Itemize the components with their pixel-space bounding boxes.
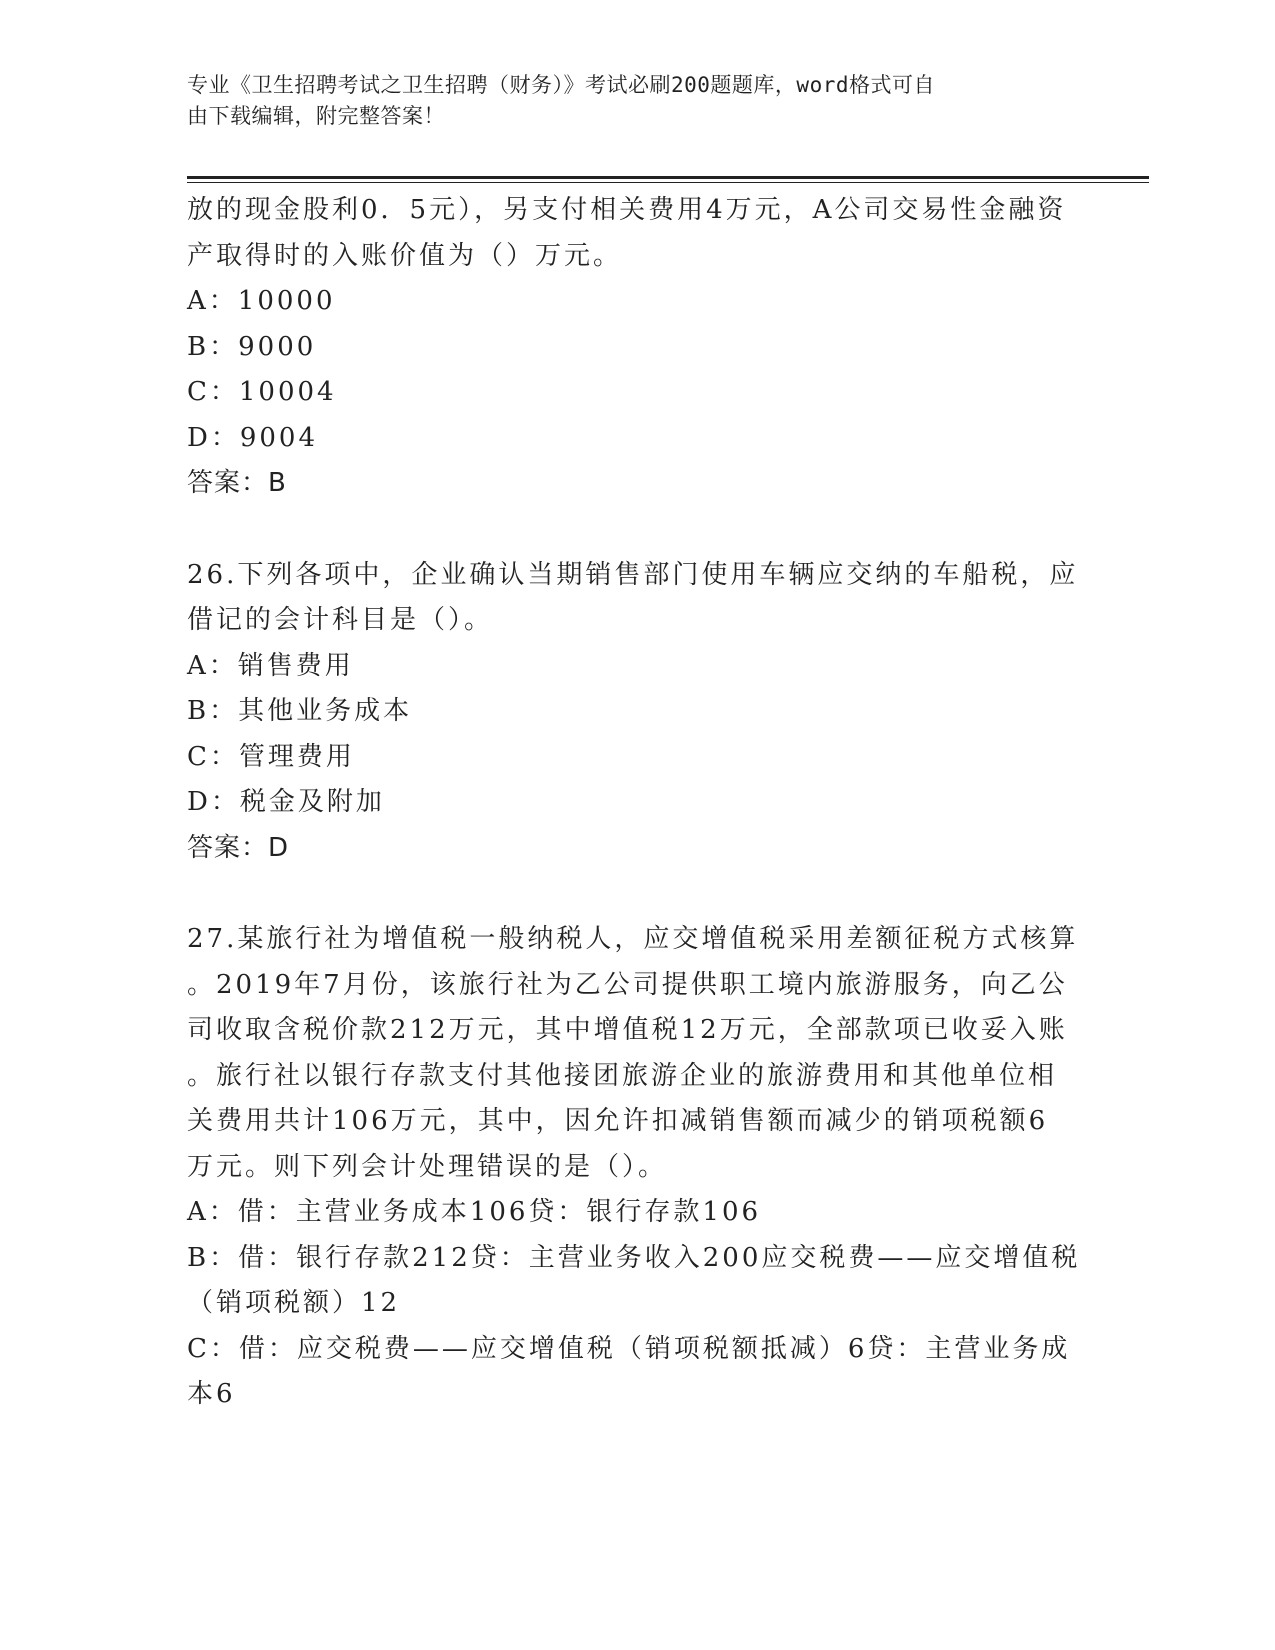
question-27 bbox=[187, 917, 1081, 1418]
option-c: C：管理费用 bbox=[187, 741, 355, 772]
option-c-continued: 本6 bbox=[187, 1379, 236, 1409]
option-a: A：10000 bbox=[187, 286, 336, 316]
header-divider bbox=[187, 176, 1149, 179]
header-line-2: 由下载编辑，附完整答案！ bbox=[187, 104, 445, 128]
question-25 bbox=[187, 188, 1067, 507]
spacer bbox=[187, 507, 1067, 553]
answer: 答案：D bbox=[187, 832, 290, 863]
document-header bbox=[187, 70, 1067, 132]
question-stem-line: 放的现金股利0．5元），另支付相关费用4万元，A公司交易性金融资 bbox=[187, 195, 1067, 225]
spacer bbox=[187, 871, 1067, 917]
option-b-continued: （销项税额）12 bbox=[187, 1288, 401, 1318]
option-a: A：销售费用 bbox=[187, 650, 354, 681]
question-stem-line: 司收取含税价款212万元，其中增值税12万元，全部款项已收妥入账 bbox=[187, 1015, 1068, 1045]
question-stem-line: 。旅行社以银行存款支付其他接团旅游企业的旅游费用和其他单位相 bbox=[187, 1060, 1058, 1091]
answer: 答案：B bbox=[187, 468, 287, 498]
question-stem-line: 借记的会计科目是（）。 bbox=[187, 605, 494, 635]
option-b: B：其他业务成本 bbox=[187, 696, 413, 726]
option-c: C：10004 bbox=[187, 377, 337, 407]
option-c: C：借：应交税费——应交增值税（销项税额抵减）6贷：主营业务成 bbox=[187, 1333, 1071, 1364]
header-line-1: 专业《卫生招聘考试之卫生招聘（财务）》考试必刷200题题库，word格式可自 bbox=[187, 73, 935, 97]
option-b: B：借：银行存款212贷：主营业务收入200应交税费——应交增值税 bbox=[187, 1242, 1081, 1273]
document-body bbox=[187, 188, 1081, 1418]
question-stem-line: 万元。则下列会计处理错误的是（）。 bbox=[187, 1151, 668, 1182]
option-d: D：9004 bbox=[187, 422, 319, 453]
header-divider-thin bbox=[187, 182, 1149, 183]
option-a: A：借：主营业务成本106贷：银行存款106 bbox=[187, 1197, 762, 1227]
question-26 bbox=[187, 553, 1079, 872]
question-stem-line: 27.某旅行社为增值税一般纳税人，应交增值税采用差额征税方式核算 bbox=[187, 924, 1079, 954]
question-stem-line: 关费用共计106万元，其中，因允许扣减销售额而减少的销项税额6 bbox=[187, 1106, 1049, 1136]
question-stem-line: 26.下列各项中，企业确认当期销售部门使用车辆应交纳的车船税，应 bbox=[187, 559, 1079, 590]
question-stem-line: 。2019年7月份，该旅行社为乙公司提供职工境内旅游服务，向乙公 bbox=[187, 969, 1068, 1000]
question-stem-line: 产取得时的入账价值为（）万元。 bbox=[187, 240, 623, 271]
option-d: D：税金及附加 bbox=[187, 787, 385, 817]
option-b: B：9000 bbox=[187, 331, 317, 362]
